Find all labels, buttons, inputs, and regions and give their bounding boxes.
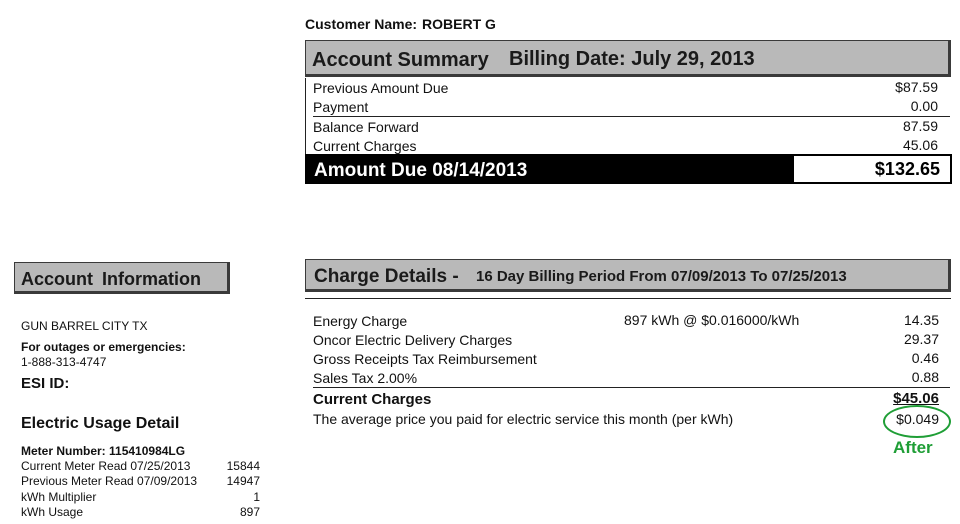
current-charges-total: $45.06 bbox=[893, 390, 939, 407]
billing-date: Billing Date: July 29, 2013 bbox=[509, 48, 755, 70]
summary-row-value: 45.06 bbox=[902, 137, 938, 153]
charge-row-value: 0.46 bbox=[911, 350, 939, 366]
summary-row-label: Previous Amount Due bbox=[313, 80, 449, 96]
account-information-header bbox=[14, 262, 230, 294]
usage-row-value: 897 bbox=[239, 505, 260, 519]
average-price-label: The average price you paid for electric service this month (per kWh) bbox=[313, 411, 734, 427]
amount-due-box bbox=[793, 155, 951, 183]
summary-divider bbox=[313, 116, 950, 117]
charge-top-divider bbox=[305, 298, 951, 299]
charge-row-value: 14.35 bbox=[903, 312, 939, 328]
meter-number: Meter Number: 115410984LG bbox=[21, 444, 186, 458]
usage-row-value: 14947 bbox=[226, 474, 260, 488]
charge-row-label: Sales Tax 2.00% bbox=[313, 370, 418, 386]
usage-detail-title: Electric Usage Detail bbox=[21, 415, 180, 432]
current-charges-label: Current Charges bbox=[313, 391, 432, 408]
charge-row-value: 0.88 bbox=[911, 369, 939, 385]
account-information-title: Account Information bbox=[21, 269, 201, 289]
summary-row-value: 0.00 bbox=[910, 98, 938, 114]
charge-row-value: 29.37 bbox=[903, 331, 939, 347]
charge-row-label: Gross Receipts Tax Reimbursement bbox=[313, 351, 537, 367]
charge-row-detail: 897 kWh @ $0.016000/kWh bbox=[624, 312, 800, 328]
charge-row-label: Oncor Electric Delivery Charges bbox=[313, 332, 513, 348]
customer-name-value: ROBERT G bbox=[422, 16, 496, 32]
after-annotation-label: After bbox=[893, 438, 933, 457]
average-price-value: $0.049 bbox=[896, 411, 939, 427]
summary-row-value: $87.59 bbox=[895, 79, 938, 95]
customer-name-label: Customer Name: bbox=[305, 16, 418, 32]
outage-phone: 1-888-313-4747 bbox=[21, 355, 107, 369]
amount-due-label: Amount Due 08/14/2013 bbox=[314, 160, 528, 181]
amount-due-bar bbox=[305, 154, 952, 184]
usage-row-label: kWh Multiplier bbox=[21, 490, 97, 504]
customer-name-line bbox=[305, 16, 496, 32]
usage-row-value: 15844 bbox=[226, 459, 260, 473]
usage-row-label: kWh Usage bbox=[21, 505, 84, 519]
summary-row-value: 87.59 bbox=[902, 118, 938, 134]
summary-row-label: Payment bbox=[313, 99, 369, 115]
summary-row-label: Current Charges bbox=[313, 138, 417, 154]
charge-details-header bbox=[305, 259, 951, 292]
usage-row-value: 1 bbox=[253, 490, 260, 504]
summary-left-border bbox=[305, 78, 306, 155]
usage-row-label: Previous Meter Read 07/09/2013 bbox=[21, 474, 198, 488]
account-summary-header bbox=[305, 40, 951, 77]
billing-period: 16 Day Billing Period From 07/09/2013 To 07/25/2013 bbox=[476, 268, 847, 285]
esi-id-label: ESI ID: bbox=[21, 375, 70, 392]
summary-row-label: Balance Forward bbox=[313, 119, 419, 135]
amount-due-value: $132.65 bbox=[874, 159, 940, 179]
account-summary-title: Account Summary bbox=[312, 49, 489, 71]
service-city: GUN BARREL CITY TX bbox=[21, 319, 148, 333]
charge-divider bbox=[313, 387, 950, 388]
outage-label: For outages or emergencies: bbox=[21, 340, 186, 354]
highlight-oval bbox=[883, 405, 951, 438]
usage-row-label: Current Meter Read 07/25/2013 bbox=[21, 459, 191, 473]
charge-row-label: Energy Charge bbox=[313, 313, 408, 329]
charge-details-title: Charge Details - bbox=[314, 266, 459, 287]
